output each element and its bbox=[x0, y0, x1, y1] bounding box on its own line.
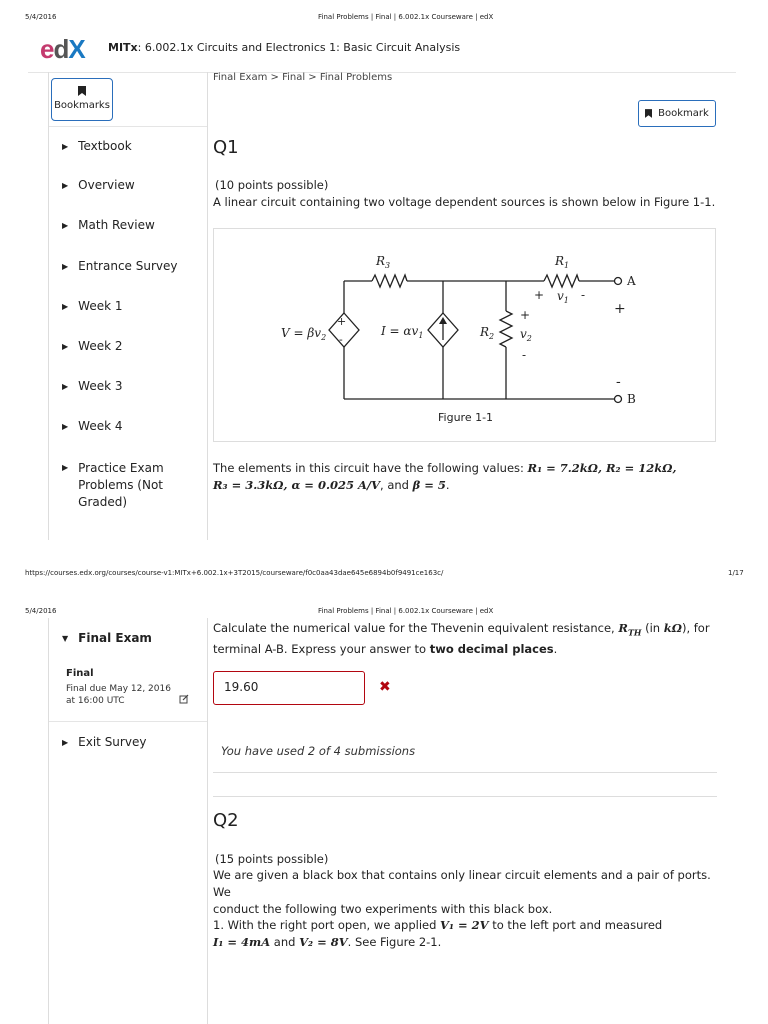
v1-plus: + bbox=[534, 288, 545, 302]
port-minus: - bbox=[616, 374, 621, 390]
question-title-q1: Q1 bbox=[213, 137, 239, 158]
sidebar-item-final-exam[interactable]: ▼ Final Exam bbox=[62, 631, 152, 645]
q1-intro: A linear circuit containing two voltage dependent sources is shown below in Figure 1-1. bbox=[213, 195, 716, 209]
source-minus: - bbox=[339, 333, 343, 346]
question-title-q2: Q2 bbox=[213, 810, 239, 831]
caret-down-icon: ▼ bbox=[62, 634, 69, 643]
caret-right-icon: ▶ bbox=[62, 422, 69, 431]
caret-right-icon: ▶ bbox=[62, 181, 69, 190]
terminal-b: B bbox=[627, 392, 636, 406]
caret-right-icon: ▶ bbox=[62, 463, 69, 472]
port-plus: + bbox=[614, 301, 626, 317]
caret-right-icon: ▶ bbox=[62, 342, 69, 351]
label-v2: $v_2$ bbox=[520, 327, 532, 343]
sidebar-item-overview[interactable]: ▶ Overview bbox=[62, 178, 135, 192]
circuit-diagram bbox=[214, 229, 717, 443]
sidebar-right-border bbox=[207, 618, 208, 1024]
q2-description: We are given a black box that contains only linear circuit elements and a pair of ports. We conduct the following two experiments with this black box. bbox=[213, 868, 711, 916]
sidebar-left-border bbox=[48, 618, 49, 1024]
sidebar-divider bbox=[49, 721, 207, 722]
label-r1: $R_1$ bbox=[555, 254, 570, 270]
sidebar-item-practice-exam[interactable]: ▶ Practice Exam Problems (Not Graded) bbox=[62, 461, 164, 509]
terminal-a: A bbox=[627, 274, 636, 288]
breadcrumb[interactable]: Final Exam > Final > Final Problems bbox=[213, 72, 393, 83]
caret-right-icon: ▶ bbox=[62, 382, 69, 391]
label-r2: $R_2$ bbox=[480, 325, 495, 341]
caret-right-icon: ▶ bbox=[62, 738, 69, 747]
v2-plus: + bbox=[520, 308, 531, 322]
sidebar-item-week-2[interactable]: ▶ Week 2 bbox=[62, 339, 123, 353]
final-due-date: Final due May 12, 2016 at 16:00 UTC bbox=[66, 684, 171, 706]
print-tab-title: Final Problems | Final | 6.002.1x Courseware | edX bbox=[318, 13, 494, 21]
edx-logo[interactable]: edX bbox=[40, 34, 85, 64]
caret-right-icon: ▶ bbox=[62, 221, 69, 230]
q1-points: (10 points possible) bbox=[215, 178, 329, 192]
course-title: MITx: 6.002.1x Circuits and Electronics 1: Basic Circuit Analysis bbox=[108, 41, 461, 54]
q2-points: (15 points possible) bbox=[215, 852, 329, 866]
divider bbox=[213, 796, 717, 797]
bookmark-button[interactable]: Bookmark bbox=[638, 100, 716, 127]
caret-right-icon: ▶ bbox=[62, 302, 69, 311]
figure-caption: Figure 1-1 bbox=[438, 411, 494, 424]
q1-element-values: The elements in this circuit have the following values: R₁ = 7.2kΩ, R₂ = 12kΩ, R₃ = 3.3kΩ, α = 0.025 A/V, and β = 5. bbox=[213, 461, 677, 492]
print-date: 5/4/2016 bbox=[25, 13, 57, 21]
sidebar-item-week-1[interactable]: ▶ Week 1 bbox=[62, 299, 123, 313]
sidebar-left-border bbox=[48, 72, 49, 540]
answer-input[interactable]: 19.60 bbox=[213, 671, 365, 705]
label-v-source: $V = \beta v_2$ bbox=[281, 326, 327, 342]
edit-icon bbox=[179, 694, 189, 704]
figure-1-1 bbox=[213, 228, 716, 442]
print-date: 5/4/2016 bbox=[25, 607, 57, 615]
sidebar-item-exit-survey[interactable]: ▶ Exit Survey bbox=[62, 735, 147, 749]
label-i-source: $I = \alpha v_1$ bbox=[381, 324, 424, 340]
sidebar-item-textbook[interactable]: ▶ Textbook bbox=[62, 139, 132, 153]
label-r3: $R_3$ bbox=[376, 254, 391, 270]
label-v1: $v_1$ bbox=[557, 289, 569, 305]
sidebar-item-week-4[interactable]: ▶ Week 4 bbox=[62, 419, 123, 433]
sidebar-item-math-review[interactable]: ▶ Math Review bbox=[62, 218, 155, 232]
sidebar-bookmarks-button[interactable]: Bookmarks bbox=[51, 78, 113, 121]
source-plus: + bbox=[337, 315, 347, 328]
sidebar-item-entrance-survey[interactable]: ▶ Entrance Survey bbox=[62, 259, 178, 273]
caret-right-icon: ▶ bbox=[62, 142, 69, 151]
sidebar-item-week-3[interactable]: ▶ Week 3 bbox=[62, 379, 123, 393]
q2-experiment-1: 1. With the right port open, we applied V₁ = 2V to the left port and measured I₁ = 4mA and V₂ = 8V. See Figure 2-1. bbox=[213, 918, 663, 949]
bookmark-icon bbox=[645, 109, 652, 118]
caret-right-icon: ▶ bbox=[62, 262, 69, 271]
divider bbox=[213, 772, 717, 773]
submission-count: You have used 2 of 4 submissions bbox=[221, 744, 416, 758]
v2-minus: - bbox=[522, 348, 527, 362]
print-url: https://courses.edx.org/courses/course-v1:MITx+6.002.1x+3T2015/courseware/f0c0aa43dae645e6894b0f9491ce163c/ bbox=[25, 569, 444, 577]
print-page-number: 1/17 bbox=[728, 569, 744, 577]
q1-prompt: Calculate the numerical value for the Thevenin equivalent resistance, $R_{TH}$ (in kΩ), for terminal A-B. Express your answer to two decimal places. bbox=[213, 621, 710, 657]
sidebar-subitem-final[interactable]: Final bbox=[66, 668, 94, 679]
v1-minus: - bbox=[581, 288, 586, 302]
sidebar-right-border bbox=[207, 72, 208, 540]
print-tab-title: Final Problems | Final | 6.002.1x Courseware | edX bbox=[318, 607, 494, 615]
bookmark-icon bbox=[78, 86, 86, 96]
sidebar-divider bbox=[49, 126, 207, 127]
incorrect-icon: ✖ bbox=[379, 679, 391, 695]
